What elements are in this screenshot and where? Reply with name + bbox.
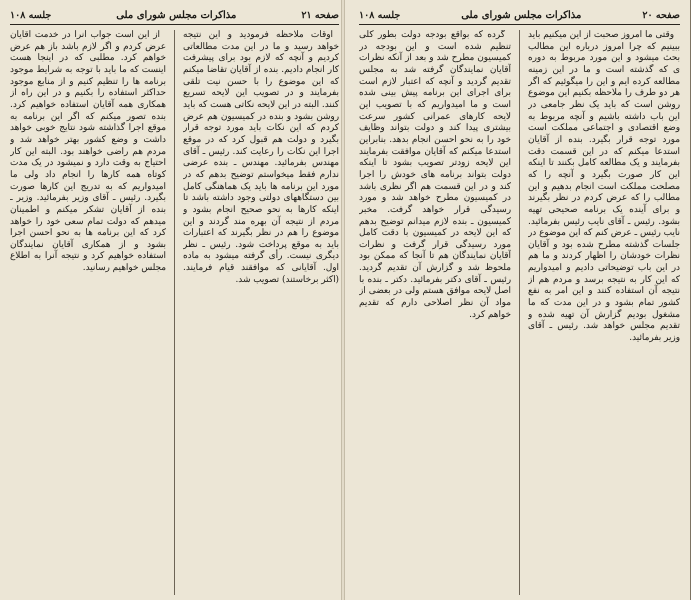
left-page-number: صفحه ۲۱ — [301, 9, 339, 21]
right-page-title: مذاکرات مجلس شورای ملی — [461, 9, 582, 21]
left-page-header — [10, 6, 339, 25]
column-divider — [174, 30, 175, 595]
column-divider — [519, 30, 520, 595]
column-text: اوقات ملاحظه فرمودید و این نتیجه خواهد رسید و ما در این مدت مطالعاتی کردیم و آنچه که لازم بود برای پیشرفت کار انجام دادیم. بنده از آقایان تقاضا میکنم که این موضوع را با حسن نیت تلقی بفرمایند و در تصویب این لایحه تسریع کنند. البته در این لایحه نکاتی هست که باید روشن بشود و بنده در کمیسیون هم عرض کردم که این نکات باید مورد توجه قرار بگیرد و دولت هم قبول کرد که در موقع اجرا این نکات را رعایت کند. رئیس ـ آقای مهندس بفرمائید. مهندس ـ بنده عرضی ندارم فقط میخواستم توضیح بدهم که در مورد این برنامه ها باید یک هماهنگی کامل بین دستگاههای دولتی وجود داشته باشد تا اینکه کارها به نحو صحیح انجام بشود و مردم از نتیجه آن بهره مند گردند و این موضوع را هم در نظر بگیرند که اعتبارات باید به موقع پرداخت شود. رئیس ـ نظر دیگری نیست. رأی گرفته میشود به ماده اول. آقایانی که موافقند قیام فرمایند. (اکثر برخاستند) تصویب شد. — [183, 30, 339, 285]
right-page — [349, 0, 691, 600]
book-gutter — [341, 0, 345, 600]
right-page-columns — [359, 30, 680, 595]
column-text: وقتی ما امروز صحبت از این میکنیم باید ببینیم که چرا امروز درباره این مطالب بحث میشود و این مورد مربوط به دوره ی که گذشته است و ما در این زمینه مطالعه کرده ایم و این را میگوئیم که اگر هر دو طرف را ملاحظه بکنیم این موضوع روشن است که باید یک نظر جامعی در این باب داشته باشیم و آنچه مربوط به وضع اقتصادی و اجتماعی مملکت است مورد توجه قرار بگیرد. بنده از آقایان استدعا میکنم که در این قسمت دقت بفرمایند و یک مطالعه کامل بکنند تا اینکه این کار صورت بگیرد و آنچه را که مصلحت مملکت است انجام بدهیم و این مطالب را که عرض کردم در نظر بگیرند و برای آینده یک برنامه صحیحی تهیه بشود. رئیس ـ آقای نایب رئیس بفرمائید. نایب رئیس ـ عرض کنم که این موضوع در جلسات گذشته مطرح شده بود و آقایان نظرات خودشان را اظهار کردند و ما هم در این باب توضیحاتی دادیم و امیدواریم که این کار به نتیجه برسد و مردم هم از نتیجه آن استفاده کنند و این امر به نفع کشور تمام بشود و در این مدت که ما مشغول بودیم گزارش آن تهیه شده و تقدیم مجلس خواهد شد. رئیس ـ آقای وزیر بفرمائید. — [528, 30, 680, 344]
column-text: از این است جواب آنرا در خدمت آقایان عرض کردم و اگر لازم باشد باز هم عرض خواهم کرد. مطلبی که در اینجا هست اینست که ما باید با توجه به شرایط موجود برنامه ها را تنظیم کنیم و از منابع موجود حداکثر استفاده را بکنیم و در این راه از همکاری همه آقایان استفاده خواهیم کرد. بنده تصور میکنم که اگر این برنامه به موقع اجرا گذاشته شود نتایج خوبی خواهد داشت و وضع کشور بهتر خواهد شد و مردم هم راضی خواهند بود. البته این کار احتیاج به وقت دارد و نمیشود در یک مدت کوتاه همه کارها را انجام داد ولی ما امیدواریم که به تدریج این کارها صورت بگیرد. رئیس ـ آقای وزیر بفرمائید. وزیر ـ بنده از آقایان تشکر میکنم و اطمینان میدهم که دولت تمام سعی خود را خواهد کرد که این برنامه ها به نحو احسن اجرا بشود و از همکاری آقایان نمایندگان استفاده خواهیم کرد و نتیجه آنرا به اطلاع مجلس خواهیم رسانید. — [10, 30, 166, 274]
right-page-number: صفحه ۲۰ — [642, 9, 680, 21]
right-page-header — [359, 6, 680, 25]
left-page-session: جلسه ۱۰۸ — [10, 9, 52, 21]
column-text: گرده که بواقع بودجه دولت بطور کلی تنظیم شده است و این بودجه در کمیسیون مطرح شد و بعد از آنکه نظرات آقایان نمایندگان گرفته شد به مجلس تقدیم گردید و آنچه که اعتبار لازم است برای اجرای این برنامه پیش بینی شده است و ما امیدواریم که با تصویب این لایحه کارهای عمرانی کشور سرعت بیشتری پیدا کند و دولت بتواند وظایف خود را به نحو احسن انجام بدهد. بنابراین استدعا میکنم که آقایان موافقت بفرمایند این لایحه زودتر تصویب بشود تا اینکه دولت بتواند برنامه های خودش را اجرا کند و در این قسمت هم اگر نظری باشد در کمیسیون مطرح خواهد شد و مورد رسیدگی قرار خواهد گرفت. مخبر کمیسیون ـ بنده لازم میدانم توضیح بدهم که این لایحه در کمیسیون با دقت کامل مورد رسیدگی قرار گرفت و نظرات آقایان نمایندگان هم تا آنجا که ممکن بود ملحوظ شد و گزارش آن تقدیم گردید. رئیس ـ آقای دکتر بفرمائید. دکتر ـ بنده با اصل لایحه موافق هستم ولی در بعضی از مواد آن نظر اصلاحی دارم که تقدیم خواهم کرد. — [359, 30, 511, 320]
right-page-column-right — [528, 30, 680, 595]
right-page-session: جلسه ۱۰۸ — [359, 9, 401, 21]
left-page-columns — [10, 30, 339, 595]
left-page-title: مذاکرات مجلس شورای ملی — [116, 9, 237, 21]
left-page-column-left — [10, 30, 166, 595]
right-page-column-left — [359, 30, 511, 595]
left-page-column-right — [183, 30, 339, 595]
